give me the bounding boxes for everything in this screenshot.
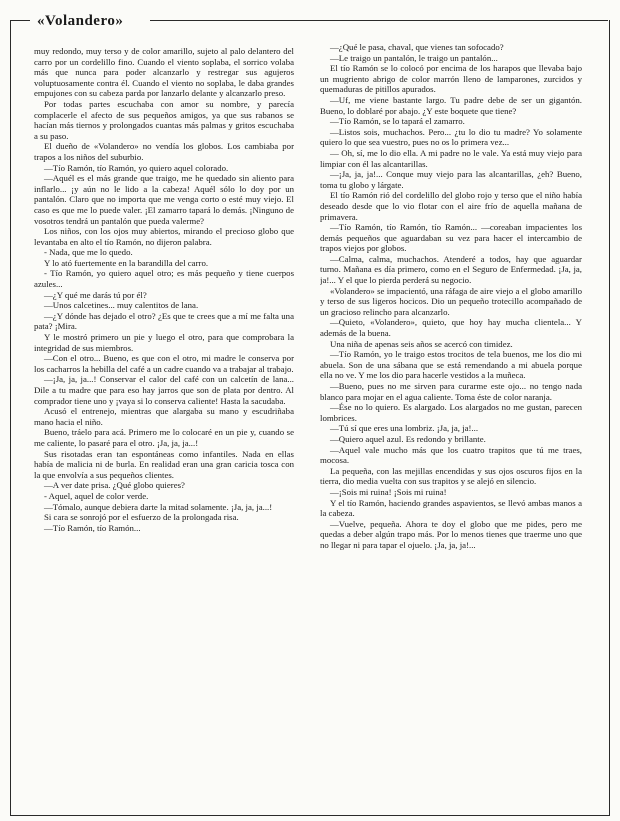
paragraph: Sus risotadas eran tan espontáneas como infantiles. Nada en ellas había de malicia ni de burla. En realidad eran una gran caricia tosca con la que envolvía a sus pequeños clientes. [34, 448, 294, 480]
paragraph: —Listos sois, muchachos. Pero... ¿tu lo dio tu madre? Yo solamente quiero lo que sea vuestro, pues no os lo primera vez... [320, 126, 582, 148]
paragraph: —Tío Ramón, tío Ramón... [44, 522, 141, 533]
paragraph: La pequeña, con las mejillas encendidas y sus ojos oscuros fijos en la tierra, dio media vuelta con sus trapitos y se alejó en silencio. [320, 465, 582, 487]
paragraph: —¡Sois mi ruina! ¡Sois mi ruina! [330, 486, 447, 497]
paragraph: - Aquel, aquel de color verde. [44, 490, 149, 501]
page-title: «Volandero» [34, 12, 126, 30]
paragraph: Y lo ató fuertemente en la barandilla del carro. [44, 257, 209, 268]
paragraph: Y el tío Ramón, haciendo grandes aspavientos, se llevó ambas manos a la cabeza. [320, 497, 582, 519]
paragraph: —Tú sí que eres una lombriz. ¡Ja, ja, ja!... [330, 423, 479, 434]
paragraph: —Aquel vale mucho más que los cuatro trapitos que tú me traes, mocosa. [320, 444, 582, 466]
paragraph: —Tómalo, aunque debiera darte la mitad solamente. ¡Ja, ja, ja...! [44, 501, 273, 512]
paragraph: —Vuelve, pequeña. Ahora te doy el globo que me pides, pero me quedas a deber algún trapo más. Por lo menos tienes que traerme uno que no llegar ni para tapar el ojuelo. ¡Ja, ja, ja!... [320, 518, 582, 550]
paragraph: El tío Ramón rió del cordelillo del globo rojo y terso que el niño había deseado desde que lo vio flotar con el aire frío de aquella mañana de primavera. [320, 190, 582, 222]
left-text-column [34, 46, 294, 801]
header-rule-left [10, 20, 30, 21]
paragraph: —¿Y dónde has dejado el otro? ¿Es que te crees que a mí me falta una pata? ¡Mira. [34, 310, 294, 332]
paragraph: El dueño de «Volandero» no vendía los globos. Los cambiaba por trapos a los niños del suburbio. [34, 141, 294, 162]
paragraph: Una niña de apenas seis años se acercó con timidez. [330, 338, 513, 349]
paragraph: —Calma, calma, muchachos. Atenderé a todos, hay que aguardar turno. Mañana es día primero, como en el Seguro de Enfermedad. ¡Ja, ja, ja!... Y el que lo pierda perderá su negocio. [320, 253, 582, 286]
paragraph: —¡Ja, ja, ja...! Conservar el calor del café con un calcetín de lana... Dile a tu madre que para eso hay jarros que son de plata por dentro. Al comprador tiene uno y ¡vaya si lo conserva caliente! Hasta la sacudaba. [34, 374, 294, 406]
paragraph: —Unos calcetines... muy calentitos de lana. [44, 300, 199, 311]
header-rule-right [150, 20, 608, 21]
paragraph: Y le mostró primero un pie y luego el otro, para que comprobara la integridad de sus miembros. [34, 332, 294, 353]
paragraph: — Oh, sí, me lo dio ella. A mi padre no le vale. Ya está muy viejo para limpiar con él las alcantarillas. [320, 147, 582, 169]
paragraph: El tío Ramón se lo colocó por encima de los harapos que llevaba bajo un mugriento abrigo de color marrón lleno de lamparones, zurcidos y quemaduras de pitillos apurados. [320, 63, 582, 95]
paragraph: —Quieto, «Volandero», quieto, que hoy hay mucha clientela... Y además de la buena. [320, 317, 582, 339]
paragraph: —Quiero aquel azul. Es redondo y brillante. [330, 433, 486, 444]
paragraph: Los niños, con los ojos muy abiertos, mirando el precioso globo que levantaba en alto el tío Ramón, no dijeron palabra. [34, 226, 294, 247]
paragraph: - Tío Ramón, yo quiero aquel otro; es más pequeño y tiene cuerpos azules... [34, 268, 294, 290]
paragraph: —Con el otro... Bueno, es que con el otro, mi madre le conserva por los cacharros la hebilla del café a un cadre cuando va a trabajar al trabajo. [34, 353, 294, 374]
paragraph: —¡Ja, ja, ja!... Conque muy viejo para las alcantarillas, ¿eh? Bueno, toma tu globo y lárgate. [320, 169, 582, 190]
paragraph: —Tío Ramón, tío Ramón, yo quiero aquel colorado. [44, 162, 229, 173]
paragraph: muy redondo, muy terso y de color amarillo, sujeto al palo delantero del carro por un cordelillo fino. Cuando el viento soplaba, el sorrico volaba más que nunca para poder alcanzarlo y restregar sus agujeros voluptuosamente contra él. Cuando el viento no soplaba, le daba grandes empujones con su cabeza parda por lanzarlo delante y alcanzarlo preso. [34, 46, 294, 99]
paragraph: —Ése no lo quiero. Es alargado. Los alargados no me gustan, parecen lombrices. [320, 402, 582, 423]
paragraph: —Le traigo un pantalón, le traigo un pantalón... [330, 52, 498, 63]
paragraph: Bueno, tráelo para acá. Primero me lo colocaré en un pie y, cuando se me caliente, lo pasaré para el otro. ¡Ja, ja, ja...! [34, 427, 294, 448]
paragraph: Acusó el entrenejo, mientras que alargaba su mano y escudriñaba mano hacia el niño. [34, 406, 294, 427]
paragraph: —Bueno, pues no me sirven para curarme este ojo... no tengo nada blanco para mojar en el agua caliente. Toma éste de color naranja. [320, 381, 582, 402]
paragraph: —¿Y qué me darás tú por él? [44, 289, 147, 300]
paragraph: —Aquél es el más grande que traigo, me he quedado sin aliento para inflarlo... ¡y aún no le lido a la cabeza! Aquél sólo lo doy por un pantalón. Claro que no importa que me venga corto o esté muy viejo. El caso es que me lo puede valer. ¡El zamarro tapará lo demás. ¡Ninguno de vosotros tendrá un pantalón que pueda valerme? [34, 173, 294, 226]
right-text-column [320, 42, 582, 802]
paragraph: Si cara se sonrojó por el esfuerzo de la prolongada risa. [44, 512, 239, 523]
paragraph: —Tío Ramón, tío Ramón, tío Ramón... —coreaban impacientes los demás pequeños que aguardaban su vez para hacer el intercambio de trapos viejos por globos. [320, 222, 582, 254]
paragraph: Por todas partes escuchaba con amor su nombre, y parecía complacerle el afecto de sus pequeños amigos, ya que sus rabanos se hacían más tiernos y prolongados cuantas más palmas y gritos escuchaba a su paso. [34, 98, 294, 141]
paragraph: —Uf, me viene bastante largo. Tu padre debe de ser un gigantón. Bueno, lo doblaré por abajo. ¿Y este boquete que tiene? [320, 94, 582, 116]
paragraph: —Tío Ramón, yo le traigo estos trocitos de tela buenos, me los dio mi abuela. Son de una sábana que se está remendando a mi abuela porque ella no ve. Y me los dio para hacerle vestidos a la muñeca. [320, 349, 582, 381]
paragraph: —¿Qué le pasa, chaval, que vienes tan sofocado? [330, 42, 504, 52]
paragraph: - Nada, que me lo quedo. [44, 247, 133, 258]
paragraph: —A ver date prisa. ¿Qué globo quieres? [44, 480, 185, 491]
paragraph: «Volandero» se impacientó, una ráfaga de aire viejo a el globo amarillo y terso de sus ligeros hocicos. Dio un pequeño trotecillo acompañado de un gracioso relincho para alcanzarlo. [320, 285, 582, 317]
paragraph: —Tío Ramón, se lo tapará el zamarro. [330, 116, 465, 127]
